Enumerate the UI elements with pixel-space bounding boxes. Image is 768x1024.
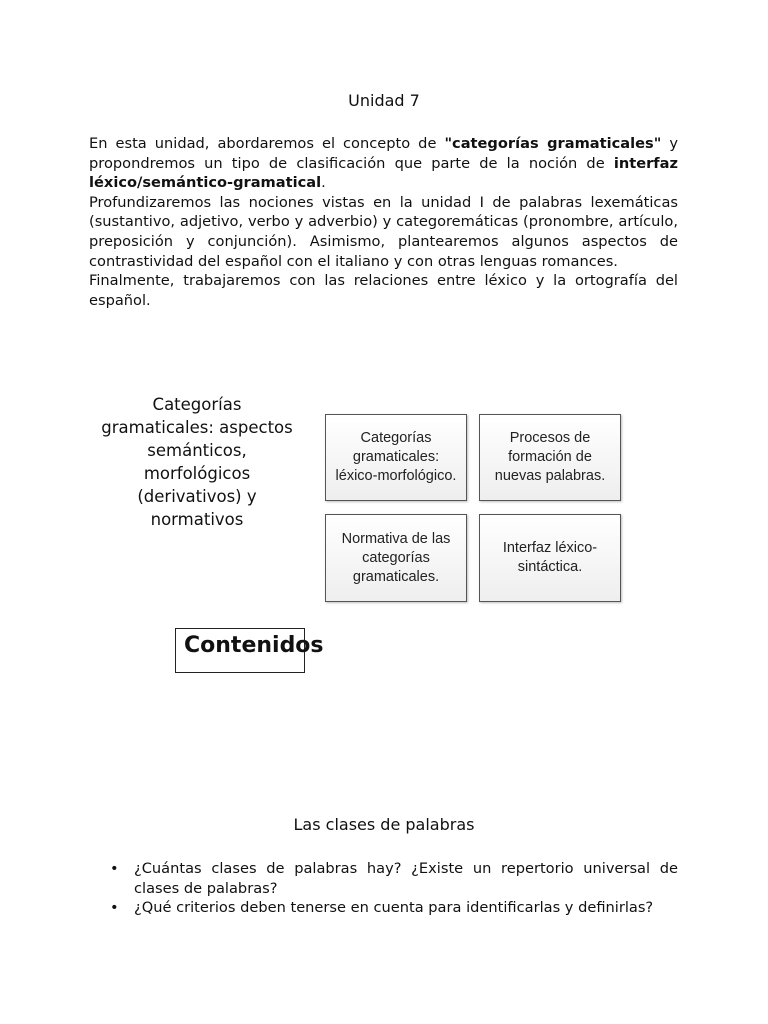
diagram-box-interfaz: Interfaz léxico-sintáctica. [479,514,621,602]
question-list [110,859,678,918]
intro-p1-bold-interfaz: interfaz léxico/semántico-gramatical [89,154,678,192]
section-title: Las clases de palabras [293,815,475,834]
intro-p1-a: En esta unidad, abordaremos el concepto de [89,135,445,152]
page-title: Unidad 7 [348,91,420,110]
contenidos-label: Contenidos [175,628,305,673]
intro-paragraph-1 [89,134,678,193]
bullet-icon: • [110,860,119,877]
question-text: ¿Qué criterios deben tenerse en cuenta para identificarlas y definirlas? [134,899,654,917]
question-text: ¿Cuántas clases de palabras hay? ¿Existe un repertorio universal de clases de palabras? [134,860,678,897]
intro-paragraph-2: Profundizaremos las nociones vistas en la unidad I de palabras lexemáticas (sustantivo, adjetivo, verbo y adverbio) y categoremáticas (pronombre, artículo, preposición y conjunción). Asimismo, plantearemos algunos aspectos de contrastividad del español con el italiano y con otras lenguas romances. [89,193,678,270]
diagram-box-lexico-morfologico: Categorías gramaticales: léxico-morfológico. [325,414,467,501]
intro-text [89,134,678,310]
intro-p1-c: y propondremos un tipo de clasificación que parte de la noción de [89,135,678,172]
bullet-icon: • [110,899,119,917]
diagram-main-title: Categorías gramaticales: aspectos semánticos, morfológicos (derivativos) y normativos [101,395,293,529]
diagram-box-normativa: Normativa de las categorías gramaticales. [325,514,467,602]
list-item [110,898,678,918]
list-item [110,859,678,898]
intro-p1-e: . [321,174,326,192]
intro-paragraph-3: Finalmente, trabajaremos con las relaciones entre léxico y la ortografía del español. [89,272,678,309]
diagram-box-procesos-formacion: Procesos de formación de nuevas palabras. [479,414,621,501]
intro-p1-bold-term: "categorías gramaticales" [444,135,662,152]
